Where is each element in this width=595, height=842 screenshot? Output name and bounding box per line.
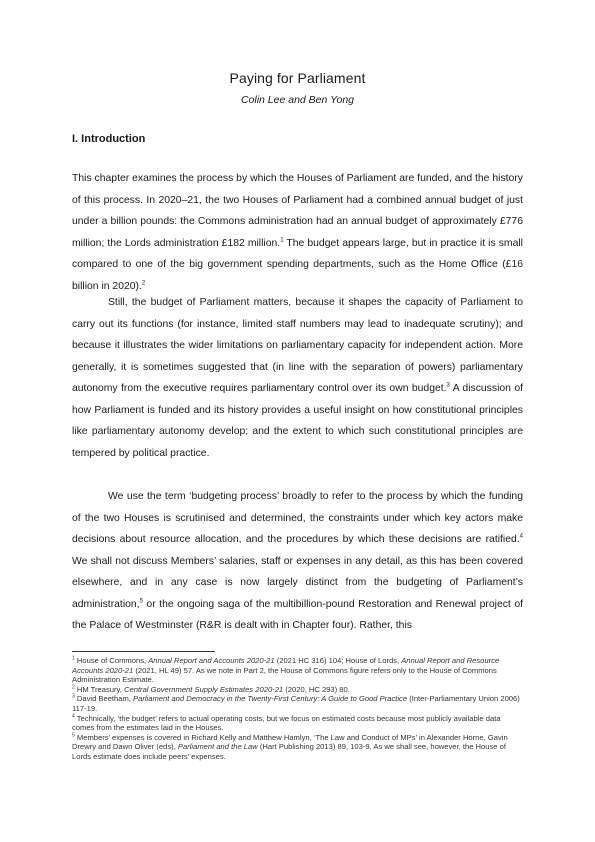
text-run: We shall not discuss Members’ salaries, staff or expenses in any detail, as this has been covered elsewhere, and in any case is now largely distinct from the budgeting of Parliament’s administration, <box>72 555 523 610</box>
text-run: A discussion of how Parliament is funded and its history provides a useful insight on how constitutional principles like parliamentary autonomy develop; and the extent to which such constitutional principles are tempered by political practice. <box>72 383 523 459</box>
text-run: (2020, HC 293) 80. <box>283 684 350 694</box>
text-run: (Inter-Parliamentary Union 2006) 117-19. <box>72 694 520 713</box>
text-run: David Beetham, <box>74 694 134 704</box>
italic-title: Parliament and the Law <box>177 742 258 752</box>
footnote-marker: 3 <box>446 382 450 389</box>
document-title: Paying for Parliament <box>229 70 366 86</box>
body-paragraph <box>72 486 523 637</box>
text-run: This chapter examines the process by which the Houses of Parliament are funded, and the history of this process. In 2020–21, the two Houses of Parliament had a combined annual budget of just under a billion pounds: the Commons administration had an annual budget of approximately £776 million; the Lords administration £182 million. <box>72 173 523 249</box>
footnote-separator <box>72 651 215 652</box>
footnote-marker: 2 <box>141 280 146 287</box>
italic-title: Central Government Supply Estimates 2020-21 <box>124 684 284 694</box>
body-paragraph <box>72 292 523 464</box>
footnote-marker: 3 <box>72 693 75 700</box>
text-run: HM Treasury, <box>74 684 125 694</box>
footnotes <box>72 656 523 762</box>
body-paragraph <box>72 168 523 297</box>
footnote-marker: 1 <box>280 237 284 244</box>
text-run: The budget appears large, but in practice it is small compared to one of the big government spending departments, such as the Home Office (£16 billion in 2020). <box>72 237 523 292</box>
footnote-marker: 4 <box>72 713 75 720</box>
italic-title: Annual Report and Accounts 2020-21 <box>148 656 275 665</box>
text-run: Technically, ‘the budget’ refers to actual operating costs, but we focus on estimated costs because most publicly available data comes from the estimates laid in the Houses. <box>72 713 501 733</box>
footnote <box>72 694 523 713</box>
footnote-marker: 4 <box>519 533 523 540</box>
text-run: (2021 HC 316) 104; House of Lords, <box>274 656 402 665</box>
footnote <box>72 685 523 695</box>
italic-title: Annual Report and Resource Accounts 2020-21 <box>72 656 500 675</box>
text-run: or the ongoing saga of the multibillion-pound Restoration and Renewal project of the Palace of Westminster (R&R is dealt with in Chapter four). Rather, this <box>72 598 523 631</box>
italic-title: Parliament and Democracy in the Twenty-First Century: A Guide to Good Practice <box>133 694 408 704</box>
text-run: (2021, HL 49) 57. As we note in Part 2, the House of Commons figure refers only to the House of Commons Administration Estimate. <box>72 665 497 685</box>
footnote <box>72 733 523 762</box>
footnote-marker: 1 <box>72 655 75 662</box>
footnote-marker: 5 <box>139 598 143 605</box>
document-authors: Colin Lee and Ben Yong <box>240 94 355 106</box>
section-heading: I. Introduction <box>72 133 146 145</box>
text-run: (Hart Publishing 2013) 89, 103-9. As we shall see, however, the House of Lords estimate does include peers’ expenses. <box>72 742 506 761</box>
footnote <box>72 656 523 685</box>
footnote <box>72 714 523 733</box>
footnote-marker: 2 <box>72 684 75 691</box>
text-run: Members’ expenses is covered in Richard Kelly and Matthew Hamlyn, ‘The Law and Conduct of MPs’ in Alexander Horne, Gavin Drewry and Dawn Oliver (eds), <box>72 732 508 752</box>
footnote-marker: 5 <box>72 732 75 739</box>
text-run: We use the term ‘budgeting process’ broadly to refer to the process by which the funding of the two Houses is scrutinised and determined, the constraints under which key actors make decisions about resource allocation, and the procedures by which these decisions are ratified. <box>72 491 523 545</box>
text-run: House of Commons, <box>74 656 149 665</box>
text-run: Still, the budget of Parliament matters, because it shapes the capacity of Parliament to carry out its functions (for instance, limited staff numbers may lead to inadequate scrutiny); and because it illustrates the wider limitations on parliamentary capacity for independent action. More generally, it is sometimes suggested that (in line with the separation of powers) parliamentary autonomy from the executive requires parliamentary control over its own budget. <box>72 297 523 394</box>
